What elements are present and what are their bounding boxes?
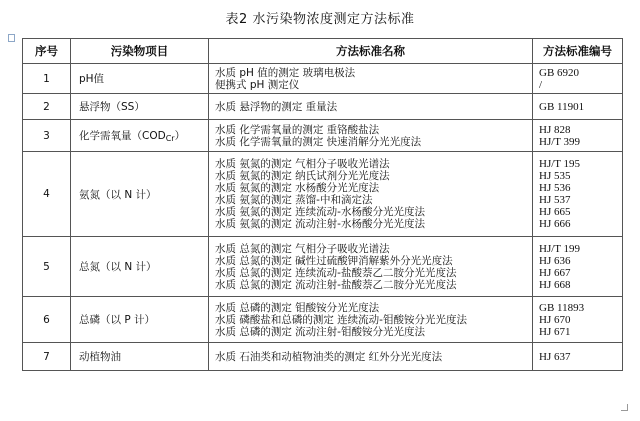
method-name: 水质 悬浮物的测定 重量法 — [215, 100, 338, 113]
method-name: 水质 总磷的测定 钼酸铵分光光度法 — [215, 301, 380, 314]
method-codes — [533, 152, 623, 237]
method-code: HJ 537 — [539, 194, 571, 206]
method-code: HJ 667 — [539, 266, 571, 279]
pollutant-name: 悬浮物（SS） — [79, 101, 145, 113]
method-code: HJ 668 — [539, 278, 571, 291]
table-body — [23, 64, 623, 371]
page-corner-mark — [621, 404, 628, 411]
row-number: 4 — [23, 152, 71, 237]
table-row — [23, 152, 623, 237]
closing-paren: ） — [174, 130, 186, 142]
table-row — [23, 343, 623, 371]
row-number: 7 — [23, 343, 71, 371]
method-codes — [533, 64, 623, 94]
method-name: 水质 总氮的测定 碱性过硫酸钾消解紫外分光光度法 — [215, 254, 453, 267]
method-code: HJ 636 — [539, 254, 571, 267]
method-code: HJ 535 — [539, 170, 571, 182]
method-names — [209, 297, 533, 343]
method-codes — [533, 297, 623, 343]
method-names — [209, 237, 533, 297]
pollutant-item — [71, 297, 209, 343]
method-code: / — [539, 78, 543, 91]
method-codes — [533, 120, 623, 152]
header-no: 序号 — [23, 39, 71, 64]
pollutant-name: 总磷（以 P 计） — [79, 314, 156, 326]
header-item: 污染物项目 — [71, 39, 209, 64]
method-names — [209, 343, 533, 371]
row-number: 5 — [23, 237, 71, 297]
method-names — [209, 120, 533, 152]
method-code: HJ 828 — [539, 123, 571, 136]
row-number: 3 — [23, 120, 71, 152]
method-name: 水质 总氮的测定 连续流动-盐酸萘乙二胺分光光度法 — [215, 266, 457, 279]
anchor-icon — [8, 34, 15, 42]
pollutant-name: 化学需氧量（COD — [79, 130, 166, 142]
pollutant-name: 动植物油 — [79, 351, 121, 363]
method-name: 水质 氨氮的测定 水杨酸分光光度法 — [215, 182, 380, 194]
method-names — [209, 152, 533, 237]
pollutant-name: 总氮（以 N 计） — [79, 261, 157, 273]
method-name: 水质 总氮的测定 气相分子吸收光谱法 — [215, 242, 390, 255]
pollutant-name: 氨氮（以 N 计） — [79, 188, 157, 201]
row-number: 6 — [23, 297, 71, 343]
method-code: GB 11893 — [539, 301, 585, 314]
method-name: 水质 化学需氧量的测定 重铬酸盐法 — [215, 123, 380, 136]
standards-table — [22, 38, 623, 371]
method-code: GB 6920 — [539, 66, 580, 79]
method-code: HJ 536 — [539, 182, 571, 194]
method-names — [209, 94, 533, 120]
table-row — [23, 237, 623, 297]
pollutant-name: pH值 — [79, 73, 105, 85]
row-number: 1 — [23, 64, 71, 94]
table-caption: 表2 水污染物浓度测定方法标准 — [225, 12, 415, 27]
method-name: 水质 氨氮的测定 连续流动-水杨酸分光光度法 — [215, 206, 425, 218]
pollutant-item — [71, 237, 209, 297]
pollutant-item — [71, 94, 209, 120]
method-name: 水质 氨氮的测定 纳氏试剂分光光度法 — [215, 170, 390, 182]
pollutant-subscript: Cr — [165, 134, 175, 143]
table-header-row — [23, 39, 623, 64]
pollutant-item — [71, 152, 209, 237]
method-code: GB 11901 — [539, 100, 585, 113]
method-code: HJ/T 199 — [539, 242, 581, 255]
method-name: 水质 磷酸盐和总磷的测定 连续流动-钼酸铵分光光度法 — [215, 313, 467, 326]
method-code: HJ 671 — [539, 325, 571, 338]
method-name: 水质 总磷的测定 流动注射-钼酸铵分光光度法 — [215, 325, 425, 338]
method-name: 水质 pH 值的测定 玻璃电极法 — [215, 66, 356, 79]
method-name: 水质 总氮的测定 流动注射-盐酸萘乙二胺分光光度法 — [215, 278, 457, 291]
pollutant-item — [71, 120, 209, 152]
method-name: 水质 氨氮的测定 气相分子吸收光谱法 — [215, 158, 390, 170]
method-code: HJ 665 — [539, 206, 571, 218]
method-name: 水质 氨氮的测定 蒸馏-中和滴定法 — [215, 194, 373, 206]
row-number: 2 — [23, 94, 71, 120]
method-name: 便携式 pH 测定仪 — [215, 78, 300, 91]
table-row — [23, 120, 623, 152]
header-code: 方法标准编号 — [533, 39, 623, 64]
method-code: HJ 666 — [539, 218, 571, 230]
pollutant-item — [71, 343, 209, 371]
header-method: 方法标准名称 — [209, 39, 533, 64]
method-names — [209, 64, 533, 94]
method-name: 水质 氨氮的测定 流动注射-水杨酸分光光度法 — [215, 218, 425, 230]
method-code: HJ 670 — [539, 313, 571, 326]
method-codes — [533, 237, 623, 297]
method-name: 水质 石油类和动植物油类的测定 红外分光光度法 — [215, 350, 443, 363]
pollutant-item — [71, 64, 209, 94]
method-codes — [533, 343, 623, 371]
method-codes — [533, 94, 623, 120]
table-row — [23, 94, 623, 120]
method-code: HJ/T 195 — [539, 158, 581, 170]
method-name: 水质 化学需氧量的测定 快速消解分光光度法 — [215, 135, 422, 148]
table-row — [23, 64, 623, 94]
table-row — [23, 297, 623, 343]
method-code: HJ/T 399 — [539, 135, 581, 148]
method-code: HJ 637 — [539, 350, 571, 363]
